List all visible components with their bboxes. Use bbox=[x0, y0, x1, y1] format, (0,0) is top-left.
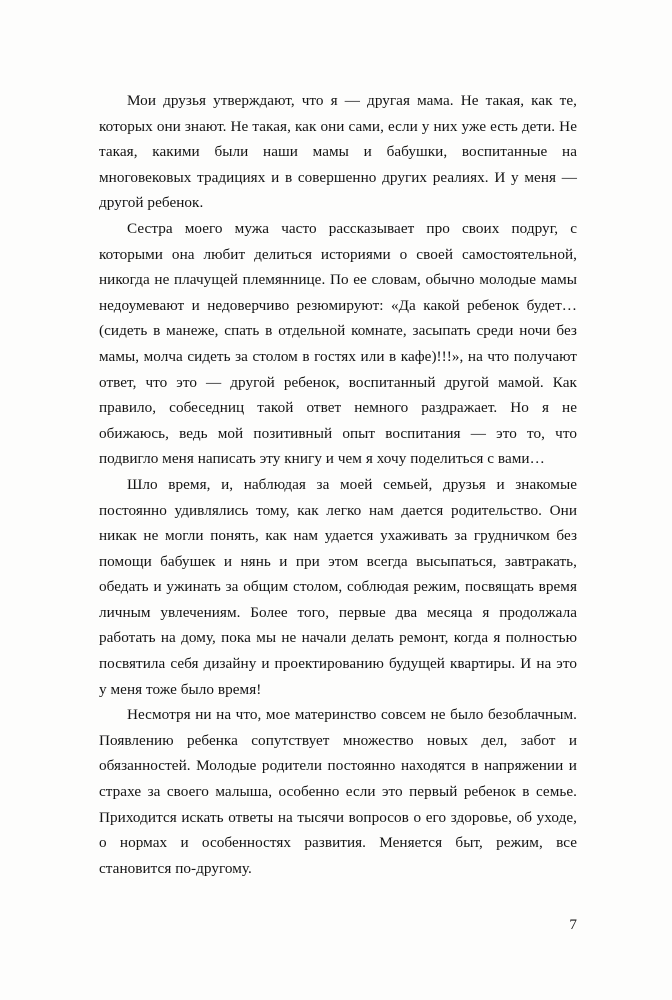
page-number: 7 bbox=[569, 916, 577, 933]
paragraph: Шло время, и, наблюдая за моей семьей, друзья и знакомые постоянно удивлялись тому, как легко нам дается родительство. Они никак не могли понять, как нам удается ухаживать за грудничком без помощи бабушек и нянь и при этом всегда высыпаться, завтракать, обедать и ужинать за общим столом, соблюдая режим, посвящать время личным увлечениям. Более того, первые два месяца я продолжала работать на дому, пока мы не начали делать ремонт, когда я полностью посвятила себя дизайну и проектированию будущей квартиры. И на это у меня тоже было время! bbox=[99, 475, 577, 698]
body-text bbox=[99, 88, 577, 881]
paragraph: Мои друзья утверждают, что я — другая мама. Не такая, как те, которых они знают. Не такая, как они сами, если у них уже есть дети. Не такая, какими были наши мамы и бабушки, воспитанные на многовековых традициях и в совершенно других реалиях. И у меня — другой ребенок. bbox=[99, 92, 577, 212]
paragraph: Сестра моего мужа часто рассказывает про своих подруг, с которыми она любит делиться историями о своей самостоятельной, никогда не плачущей племяннице. По ее словам, обычно молодые мамы недоумевают и недоверчиво резюмируют: «Да какой ребенок будет… (сидеть в манеже, спать в отдельной комнате, засыпать среди ночи без мамы, молча сидеть за столом в гостях или в кафе)!!!», на что получают ответ, что это — другой ребенок, воспитанный другой мамой. Как правило, собеседниц такой ответ немного раздражает. Но я не обижаюсь, ведь мой позитивный опыт воспитания — это то, что подвигло меня написать эту книгу и чем я хочу поделиться с вами… bbox=[99, 219, 577, 468]
paragraph: Несмотря ни на что, мое материнство совсем не было безоблачным. Появлению ребенка сопутствует множество новых дел, забот и обязанностей. Молодые родители постоянно находятся в напряжении и страхе за своего малыша, особенно если это первый ребенок в семье. Приходится искать ответы на тысячи вопросов о его здоровье, об уходе, о нормах и особенностях развития. Меняется быт, режим, все становится по-другому. bbox=[99, 706, 577, 877]
